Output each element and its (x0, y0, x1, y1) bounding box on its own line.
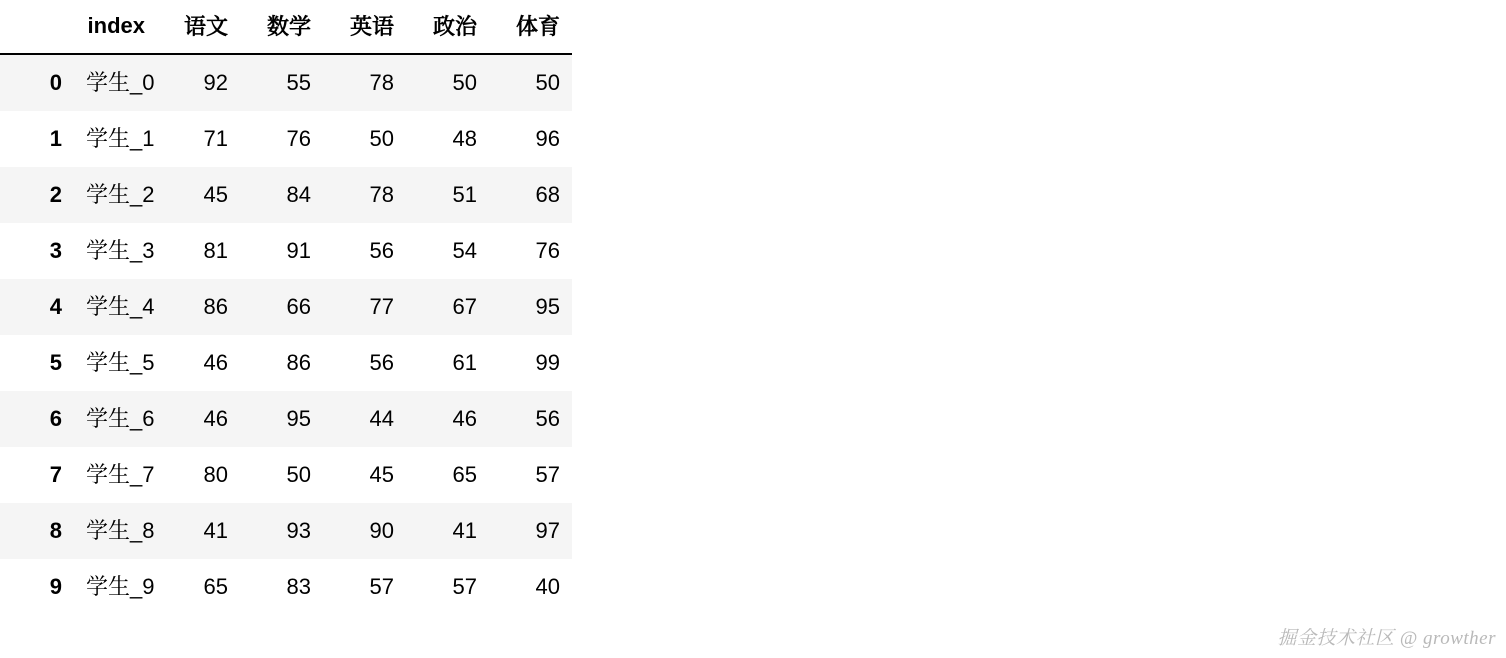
cell-math: 76 (240, 111, 323, 167)
cell-index: 学生_2 (74, 167, 157, 223)
table-header (0, 0, 572, 54)
cell-chinese: 41 (157, 503, 240, 559)
cell-pe: 97 (489, 503, 572, 559)
cell-pe: 68 (489, 167, 572, 223)
cell-index: 学生_5 (74, 335, 157, 391)
cell-english: 56 (323, 223, 406, 279)
cell-politics: 48 (406, 111, 489, 167)
cell-pe: 96 (489, 111, 572, 167)
watermark: 掘金技术社区 @ growther (1277, 628, 1496, 649)
dataframe-table-container (0, 0, 572, 615)
cell-pe: 40 (489, 559, 572, 615)
cell-pe: 76 (489, 223, 572, 279)
cell-chinese: 45 (157, 167, 240, 223)
table-header-row (0, 0, 572, 54)
row-number: 1 (0, 111, 74, 167)
cell-chinese: 46 (157, 391, 240, 447)
cell-chinese: 80 (157, 447, 240, 503)
cell-math: 95 (240, 391, 323, 447)
cell-politics: 65 (406, 447, 489, 503)
cell-chinese: 46 (157, 335, 240, 391)
cell-math: 50 (240, 447, 323, 503)
cell-pe: 57 (489, 447, 572, 503)
row-number: 5 (0, 335, 74, 391)
cell-math: 84 (240, 167, 323, 223)
row-number: 9 (0, 559, 74, 615)
cell-index: 学生_8 (74, 503, 157, 559)
cell-politics: 50 (406, 54, 489, 111)
table-row (0, 503, 572, 559)
cell-math: 66 (240, 279, 323, 335)
row-number: 4 (0, 279, 74, 335)
cell-politics: 51 (406, 167, 489, 223)
table-row (0, 391, 572, 447)
cell-pe: 56 (489, 391, 572, 447)
cell-english: 50 (323, 111, 406, 167)
cell-politics: 61 (406, 335, 489, 391)
cell-pe: 50 (489, 54, 572, 111)
cell-index: 学生_6 (74, 391, 157, 447)
column-header-politics: 政治 (406, 0, 489, 54)
cell-index: 学生_4 (74, 279, 157, 335)
cell-math: 93 (240, 503, 323, 559)
cell-chinese: 86 (157, 279, 240, 335)
row-number: 8 (0, 503, 74, 559)
row-number: 3 (0, 223, 74, 279)
table-row (0, 559, 572, 615)
cell-chinese: 65 (157, 559, 240, 615)
table-row (0, 111, 572, 167)
table-row (0, 447, 572, 503)
cell-english: 90 (323, 503, 406, 559)
table-row (0, 279, 572, 335)
cell-pe: 99 (489, 335, 572, 391)
table-row (0, 54, 572, 111)
table-row (0, 223, 572, 279)
row-number: 2 (0, 167, 74, 223)
cell-politics: 41 (406, 503, 489, 559)
table-row (0, 335, 572, 391)
cell-english: 44 (323, 391, 406, 447)
cell-politics: 67 (406, 279, 489, 335)
cell-index: 学生_3 (74, 223, 157, 279)
cell-index: 学生_0 (74, 54, 157, 111)
cell-politics: 54 (406, 223, 489, 279)
cell-chinese: 81 (157, 223, 240, 279)
cell-index: 学生_1 (74, 111, 157, 167)
cell-index: 学生_7 (74, 447, 157, 503)
cell-index: 学生_9 (74, 559, 157, 615)
dataframe-table (0, 0, 572, 615)
column-header-pe: 体育 (489, 0, 572, 54)
row-number: 6 (0, 391, 74, 447)
cell-english: 77 (323, 279, 406, 335)
row-number: 0 (0, 54, 74, 111)
cell-math: 55 (240, 54, 323, 111)
column-header-english: 英语 (323, 0, 406, 54)
cell-english: 78 (323, 54, 406, 111)
cell-politics: 46 (406, 391, 489, 447)
cell-politics: 57 (406, 559, 489, 615)
column-header-chinese: 语文 (157, 0, 240, 54)
cell-english: 56 (323, 335, 406, 391)
table-body (0, 54, 572, 615)
cell-english: 57 (323, 559, 406, 615)
cell-chinese: 71 (157, 111, 240, 167)
column-header-index: index (74, 0, 157, 54)
cell-pe: 95 (489, 279, 572, 335)
cell-english: 78 (323, 167, 406, 223)
column-header-math: 数学 (240, 0, 323, 54)
row-number: 7 (0, 447, 74, 503)
column-header-rownum (0, 0, 74, 54)
cell-chinese: 92 (157, 54, 240, 111)
cell-math: 83 (240, 559, 323, 615)
cell-math: 86 (240, 335, 323, 391)
table-row (0, 167, 572, 223)
cell-english: 45 (323, 447, 406, 503)
cell-math: 91 (240, 223, 323, 279)
